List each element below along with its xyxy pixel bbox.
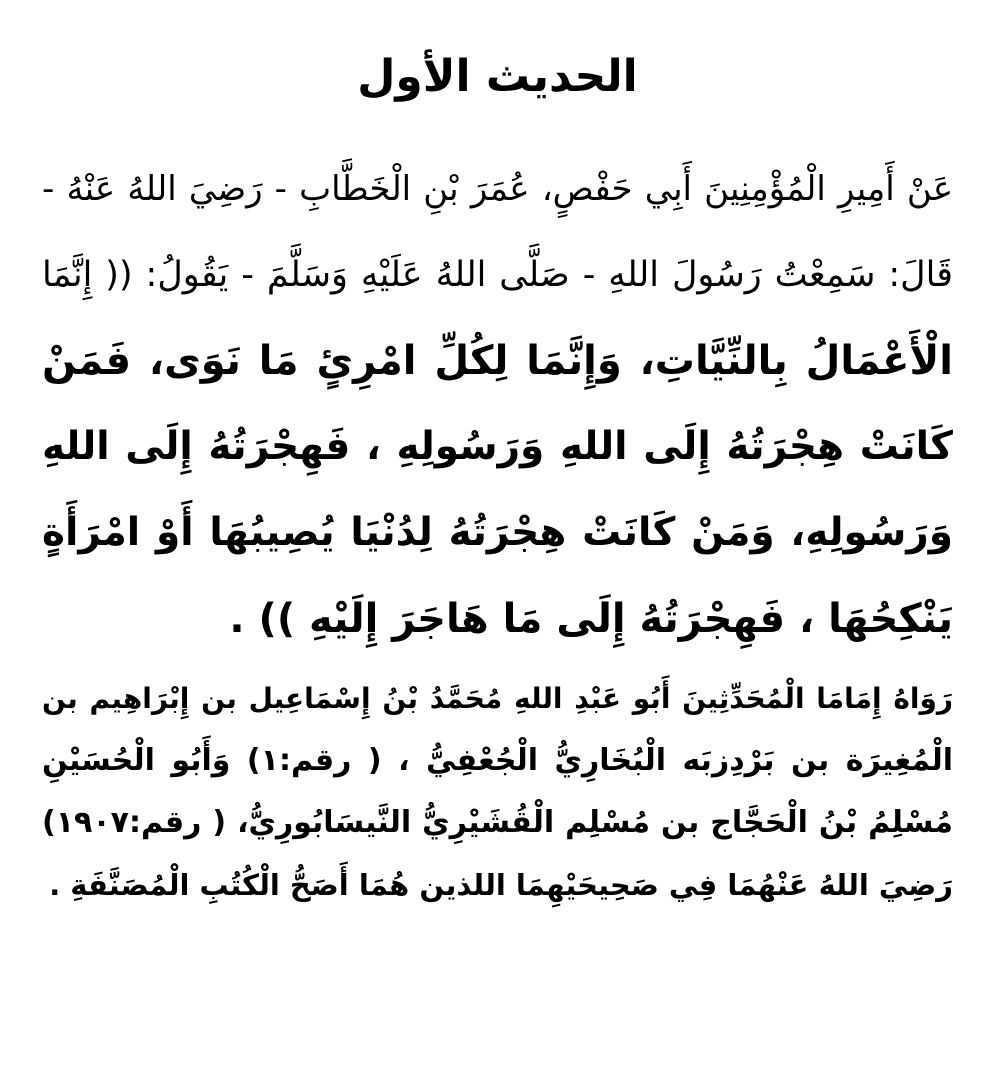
narration-line-3: مُسْلِمُ بْنُ الْحَجَّاج بن مُسْلِم الْقُشَيْرِيُّ النَّيسَابُورِيُّ، ( رقم:١٩٠٧) xyxy=(42,805,953,840)
hadith-text xyxy=(42,146,953,662)
narration-line-4: رَضِيَ اللهُ عَنْهُمَا فِي صَحِيحَيْهِمَا اللذين هُمَا أَصَحُّ الْكُتُبِ الْمُصَنَّفَةِ . xyxy=(49,868,953,902)
narration-text xyxy=(42,668,953,916)
hadith-line-5: وَرَسُولِهِ، وَمَنْ كَانَتْ هِجْرَتُهُ لِدُنْيَا يُصِيبُهَا أَوْ امْرَأَةٍ xyxy=(42,510,953,555)
hadith-line-2: قَالَ: سَمِعْتُ رَسُولَ اللهِ - صَلَّى اللهُ عَلَيْهِ وَسَلَّمَ - يَقُولُ: (( إِنَّمَا xyxy=(42,255,953,295)
hadith-line-3: الْأَعْمَالُ بِالنِّيَّاتِ، وَإِنَّمَا لِكُلِّ امْرِئٍ مَا نَوَى، فَمَنْ xyxy=(42,338,953,384)
hadith-line-6: يَنْكِحُهَا ، فَهِجْرَتُهُ إِلَى مَا هَاجَرَ إِلَيْهِ )) . xyxy=(229,596,953,642)
page-title: الحديث الأول xyxy=(357,51,638,102)
hadith-line-4: كَانَتْ هِجْرَتُهُ إِلَى اللهِ وَرَسُولِهِ ، فَهِجْرَتُهُ إِلَى اللهِ xyxy=(42,424,953,469)
narration-line-2: الْمُغِيرَة بن بَرْدِزبَه الْبُخَارِيُّ الْجُعْفِيُّ ، ( رقم:١) وَأَبُو الْحُسَيْنِ xyxy=(42,743,954,778)
narration-line-1: رَوَاهُ إِمَامَا الْمُحَدِّثِينَ أَبُو عَبْدِ اللهِ مُحَمَّدُ بْنُ إِسْمَاعِيل بن إِبْرَاهِيم بن xyxy=(42,682,953,715)
hadith-line-1: عَنْ أَمِيرِ الْمُؤْمِنِينَ أَبِي حَفْصٍ، عُمَرَ بْنِ الْخَطَّابِ - رَضِيَ اللهُ عَنْهُ - xyxy=(42,169,953,209)
